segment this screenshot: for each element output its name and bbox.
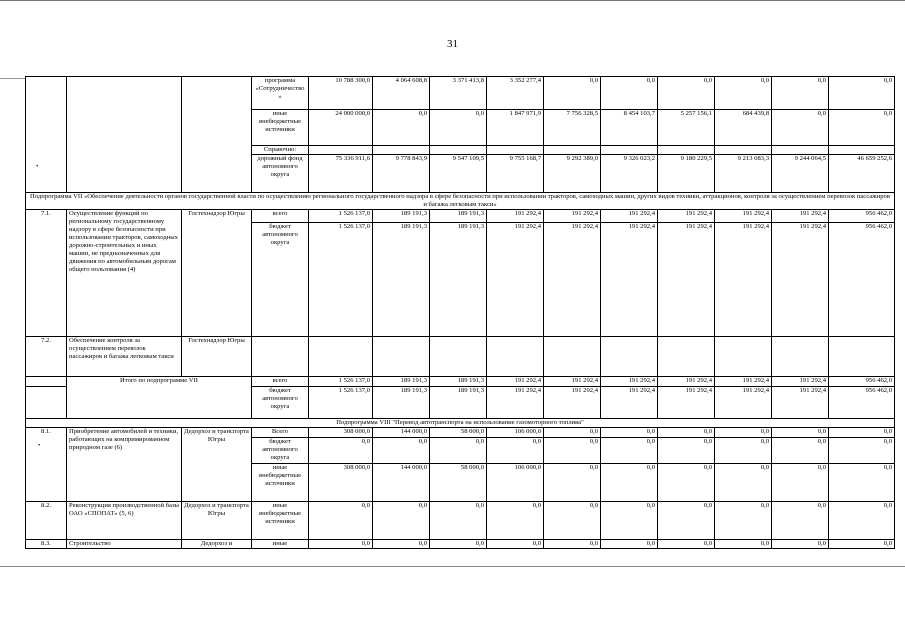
subprogram-title: Подпрограмма VIII "Перевод автотранспорта на использование газомоторного топлива" (26, 419, 895, 428)
value-cell: 5 257 156,1 (658, 110, 715, 146)
value-cell: 1 526 137,0 (309, 377, 373, 387)
source-cell: иные внебюджетные источники (252, 110, 309, 146)
value-cell: 0,0 (829, 464, 895, 502)
value-cell: 0,0 (544, 502, 601, 540)
empty-cell (26, 387, 67, 419)
source-cell: всего (252, 377, 309, 387)
total-label: Итого по подпрограмме VII (67, 377, 252, 419)
executor: Дедорхоз и транспорта Югры (182, 428, 252, 502)
value-cell: 0,0 (772, 464, 829, 502)
value-cell: 0,0 (601, 438, 658, 464)
value-cell: 189 191,3 (430, 387, 487, 419)
value-cell: 106 000,0 (487, 428, 544, 438)
value-cell: 0,0 (715, 438, 772, 464)
value-cell: 191 292,4 (601, 377, 658, 387)
value-cell: 191 292,4 (487, 210, 544, 223)
value-cell: 0,0 (601, 540, 658, 549)
value-cell: 189 191,3 (373, 210, 430, 223)
measure-name: Реконструкция производственной базы ОАО «СПОПАТ» (5, 6) (67, 502, 182, 540)
row-number: 7.1. (26, 210, 67, 337)
measure-name: Осуществление функций по региональному государственному надзору в сфере безопасности при использовании тракторов, самоходных дорожно-строительных и иных машин, не предназначенных для движения по автомобильным дорогам общего пользования (4) (67, 210, 182, 337)
row-number: 8.1. • (26, 428, 67, 502)
empty-cell (430, 146, 487, 155)
value-cell: 0,0 (772, 540, 829, 549)
value-cell: 191 292,4 (772, 377, 829, 387)
value-cell: 0,0 (601, 77, 658, 110)
value-cell: 191 292,4 (487, 377, 544, 387)
row-number: 8.3. (26, 540, 67, 549)
table-row (26, 210, 895, 223)
value-cell: 0,0 (715, 464, 772, 502)
value-cell: 0,0 (430, 438, 487, 464)
empty-cell (487, 337, 544, 377)
row-number: 8.2. (26, 502, 67, 540)
value-cell: 10 788 300,0 (309, 77, 373, 110)
value-cell: 58 000,0 (430, 464, 487, 502)
value-cell: 0,0 (829, 438, 895, 464)
value-cell: 0,0 (430, 540, 487, 549)
value-cell: 144 000,0 (373, 428, 430, 438)
value-cell: 0,0 (309, 502, 373, 540)
value-cell: 191 292,4 (715, 210, 772, 223)
value-cell: 0,0 (601, 464, 658, 502)
value-cell: 9 292 389,0 (544, 155, 601, 193)
budget-table (25, 76, 895, 549)
bullet-mark: • (38, 442, 41, 449)
value-cell: 0,0 (430, 502, 487, 540)
empty-cell (26, 77, 67, 193)
value-cell: 0,0 (658, 438, 715, 464)
empty-cell (544, 337, 601, 377)
value-cell: 0,0 (373, 540, 430, 549)
value-cell: 0,0 (544, 464, 601, 502)
value-cell: 0,0 (829, 77, 895, 110)
value-cell: 191 292,4 (715, 377, 772, 387)
value-cell: 1 526 137,0 (309, 210, 373, 223)
subprogram-title: Подпрограмма VII «Обеспечение деятельности органов государственной власти по осуществлению регионального государственного надзора в сфере безопасности при использовании тракторов, самоходных машин, других видов техники, аттракционов, контроля за осуществлением перевозок пассажиров и багажа легковым такси» (26, 193, 895, 210)
value-cell: 191 292,4 (658, 223, 715, 337)
value-cell: 7 756 328,5 (544, 110, 601, 146)
empty-cell (67, 77, 182, 193)
empty-cell (715, 337, 772, 377)
empty-cell (772, 337, 829, 377)
value-cell: 189 191,3 (373, 377, 430, 387)
value-cell: 308 000,0 (309, 428, 373, 438)
measure-name: Строительство (67, 540, 182, 549)
value-cell: 189 191,3 (373, 223, 430, 337)
value-cell: 0,0 (772, 77, 829, 110)
value-cell: 191 292,4 (658, 387, 715, 419)
value-cell: 3 371 413,8 (430, 77, 487, 110)
empty-cell (373, 337, 430, 377)
value-cell: 0,0 (487, 438, 544, 464)
value-cell: 0,0 (658, 464, 715, 502)
value-cell: 0,0 (829, 540, 895, 549)
value-cell: 9 755 168,7 (487, 155, 544, 193)
value-cell: 189 191,3 (430, 210, 487, 223)
empty-cell (829, 146, 895, 155)
source-cell: бюджет автономного округа (252, 223, 309, 337)
value-cell: 0,0 (544, 438, 601, 464)
value-cell: 0,0 (772, 428, 829, 438)
empty-cell (658, 337, 715, 377)
value-cell: 191 292,4 (544, 210, 601, 223)
source-cell: программа «Сотрудничество» (252, 77, 309, 110)
value-cell: 0,0 (772, 110, 829, 146)
value-cell: 4 064 608,8 (373, 77, 430, 110)
value-cell: 24 000 000,0 (309, 110, 373, 146)
value-cell: 9 244 064,5 (772, 155, 829, 193)
source-cell: всего (252, 210, 309, 223)
table-row (26, 419, 895, 428)
value-cell: 1 526 137,0 (309, 223, 373, 337)
empty-cell (772, 146, 829, 155)
value-cell: 191 292,4 (544, 223, 601, 337)
table-row (26, 428, 895, 438)
value-cell: 9 326 023,2 (601, 155, 658, 193)
value-cell: 0,0 (373, 438, 430, 464)
value-cell: 0,0 (715, 502, 772, 540)
value-cell: 0,0 (309, 438, 373, 464)
value-cell: 0,0 (430, 110, 487, 146)
value-cell: 191 292,4 (658, 210, 715, 223)
value-cell: 0,0 (715, 77, 772, 110)
value-cell: 0,0 (544, 540, 601, 549)
value-cell: 189 191,3 (430, 223, 487, 337)
empty-cell (373, 146, 430, 155)
value-cell: 0,0 (544, 428, 601, 438)
value-cell: 191 292,4 (601, 210, 658, 223)
source-cell: дорожный фонд автономного округа (252, 155, 309, 193)
value-cell: 0,0 (772, 438, 829, 464)
value-cell: 0,0 (658, 502, 715, 540)
page-number: 31 (447, 38, 458, 50)
empty-cell (487, 146, 544, 155)
value-cell: 58 000,0 (430, 428, 487, 438)
value-cell: 1 526 137,0 (309, 387, 373, 419)
table-row (26, 77, 895, 110)
row-number: 7.2. (26, 337, 67, 377)
table-row (26, 540, 895, 549)
source-cell: Всего (252, 428, 309, 438)
measure-name: Приобретение автомобилей и техники, работающих на компримированном природном газе (6) (67, 428, 182, 502)
value-cell: 191 292,4 (715, 387, 772, 419)
empty-cell (182, 77, 252, 193)
value-cell: 0,0 (373, 110, 430, 146)
empty-cell (252, 337, 309, 377)
source-cell: иные внебюджетные источники (252, 464, 309, 502)
empty-cell (601, 337, 658, 377)
value-cell: 0,0 (309, 540, 373, 549)
empty-cell (309, 337, 373, 377)
value-cell: 0,0 (373, 502, 430, 540)
value-cell: 0,0 (829, 502, 895, 540)
source-cell: Справочно: (252, 146, 309, 155)
scan-bottom-edge (0, 566, 905, 567)
executor: Гостехнадзор Югры (182, 210, 252, 337)
value-cell: 0,0 (658, 77, 715, 110)
value-cell: 956 462,0 (829, 210, 895, 223)
value-cell: 1 847 971,9 (487, 110, 544, 146)
value-cell: 9 547 109,5 (430, 155, 487, 193)
value-cell: 0,0 (658, 428, 715, 438)
value-cell: 191 292,4 (715, 223, 772, 337)
table-row (26, 377, 895, 387)
executor: Дедорхоз и (182, 540, 252, 549)
table-row (26, 502, 895, 540)
measure-name: Обеспечение контроля за осуществлением перевозок пассажиров и багажа легковым такси (67, 337, 182, 377)
value-cell: 308 000,0 (309, 464, 373, 502)
value-cell: 956 462,0 (829, 387, 895, 419)
value-cell: 0,0 (487, 540, 544, 549)
value-cell: 684 439,8 (715, 110, 772, 146)
value-cell: 0,0 (715, 428, 772, 438)
value-cell: 191 292,4 (544, 377, 601, 387)
value-cell: 0,0 (829, 110, 895, 146)
value-cell: 46 659 252,6 (829, 155, 895, 193)
empty-cell (829, 337, 895, 377)
value-cell: 0,0 (829, 428, 895, 438)
value-cell: 191 292,4 (601, 223, 658, 337)
empty-cell (715, 146, 772, 155)
scan-left-mark (0, 78, 25, 79)
value-cell: 106 000,0 (487, 464, 544, 502)
executor: Дедорхоз и транспорта Югры (182, 502, 252, 540)
value-cell: 191 292,4 (487, 223, 544, 337)
value-cell: 0,0 (658, 540, 715, 549)
value-cell: 3 352 277,4 (487, 77, 544, 110)
value-cell: 191 292,4 (772, 210, 829, 223)
source-cell: иные (252, 540, 309, 549)
empty-cell (544, 146, 601, 155)
value-cell: 191 292,4 (772, 223, 829, 337)
value-cell: 956 462,0 (829, 223, 895, 337)
value-cell: 8 454 103,7 (601, 110, 658, 146)
value-cell: 191 292,4 (658, 377, 715, 387)
value-cell: 75 336 911,6 (309, 155, 373, 193)
empty-cell (309, 146, 373, 155)
source-cell: бюджет автономного округа (252, 387, 309, 419)
value-cell: 956 462,0 (829, 377, 895, 387)
empty-cell (601, 146, 658, 155)
value-cell: 9 213 083,3 (715, 155, 772, 193)
table-row (26, 193, 895, 210)
value-cell: 0,0 (544, 77, 601, 110)
value-cell: 0,0 (601, 502, 658, 540)
value-cell: 189 191,3 (430, 377, 487, 387)
scan-top-edge (0, 0, 905, 1)
value-cell: 191 292,4 (772, 387, 829, 419)
value-cell: 9 778 843,9 (373, 155, 430, 193)
value-cell: 144 000,0 (373, 464, 430, 502)
source-cell: бюджет автономного округа (252, 438, 309, 464)
executor: Гостехнадзор Югры (182, 337, 252, 377)
value-cell: 191 292,4 (544, 387, 601, 419)
empty-cell (26, 377, 67, 387)
bullet-mark: • (36, 163, 39, 170)
value-cell: 0,0 (772, 502, 829, 540)
source-cell: иные внебюджетные источники (252, 502, 309, 540)
value-cell: 191 292,4 (601, 387, 658, 419)
value-cell: 189 191,3 (373, 387, 430, 419)
value-cell: 191 292,4 (487, 387, 544, 419)
table-row (26, 337, 895, 377)
value-cell: 0,0 (715, 540, 772, 549)
value-cell: 0,0 (487, 502, 544, 540)
value-cell: 9 180 229,5 (658, 155, 715, 193)
value-cell: 0,0 (601, 428, 658, 438)
empty-cell (430, 337, 487, 377)
empty-cell (658, 146, 715, 155)
